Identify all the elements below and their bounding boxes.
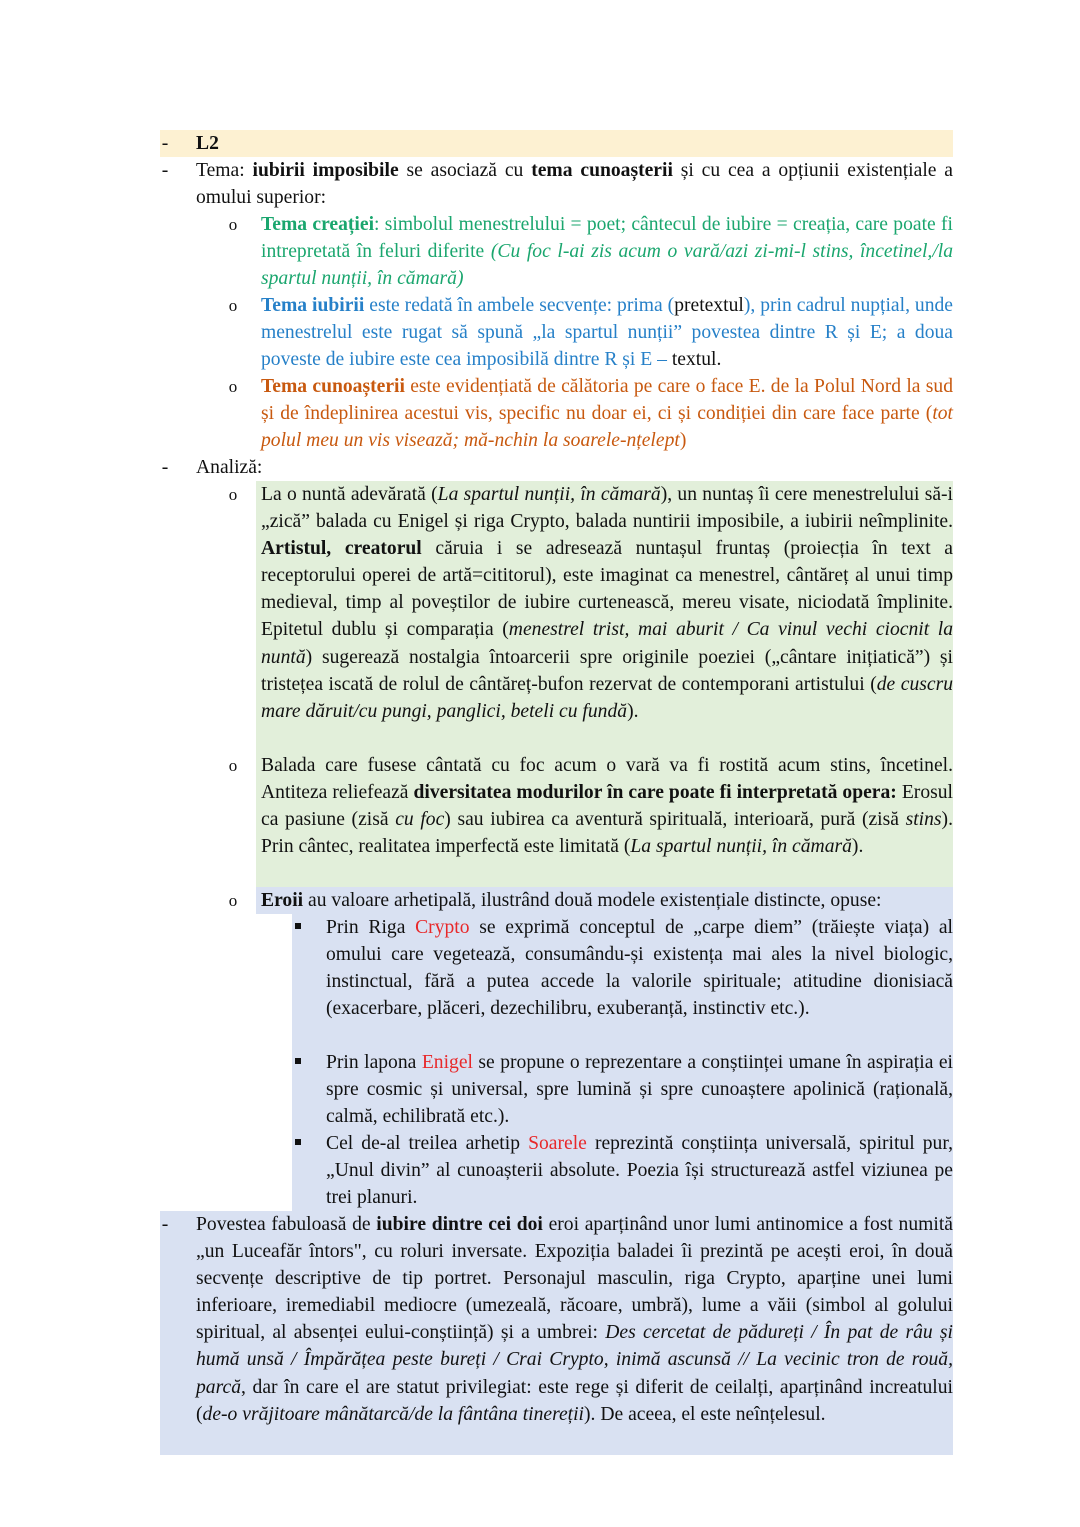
bold-run: tema cunoașterii bbox=[531, 160, 673, 181]
soarele-text bbox=[326, 1130, 953, 1211]
italic-run: La spartul nunții, în cămară bbox=[630, 836, 852, 858]
circle-bullet: o bbox=[228, 485, 238, 504]
italic-run: La spartul nunții, în cămară bbox=[437, 484, 661, 505]
tema-iubirii-item bbox=[160, 292, 953, 373]
text-run: se exprimă conceptul de „carpe diem” (trăiește viața) al omului care vegetează, consumându-și existența mai ales la nivel biologic, instinctual, fără a putea accede la valorile spirituale; atitudine dionisiacă (exacerbare, plăceri, dezechilibru, exuberanță, instinctiv etc.). bbox=[326, 917, 953, 1020]
italic-run: (Cu foc l-ai zis acum o vară/azi zi-mi-l stins, încetinel,/la spartul nunții, în cămară) bbox=[261, 241, 953, 290]
list-dash: - bbox=[161, 133, 169, 154]
tema-creatiei-text bbox=[261, 211, 953, 292]
text-run: este redată în ambele secvențe: prima ( bbox=[364, 295, 675, 316]
text-run: Cel de-al treilea arhetip bbox=[326, 1133, 529, 1154]
balada-text bbox=[261, 752, 953, 860]
heading-text: L2 bbox=[196, 133, 219, 154]
bold-run: Eroii bbox=[261, 890, 304, 911]
povestea-row bbox=[160, 1211, 953, 1455]
italic-run: cu foc bbox=[395, 809, 445, 831]
bold-run: iubire dintre cei doi bbox=[376, 1214, 543, 1235]
text-run: Erosul ca pasiune (zisă bbox=[261, 782, 953, 831]
text-run: La o nuntă adevărată ( bbox=[261, 484, 438, 505]
square-bullet-icon bbox=[295, 1058, 301, 1064]
enigel-text bbox=[326, 1049, 953, 1130]
bold-run: iubirii imposibile bbox=[252, 160, 399, 181]
text-run: Prin lapona bbox=[326, 1052, 422, 1073]
highlighted-name: Enigel bbox=[421, 1052, 473, 1073]
circle-bullet: o bbox=[228, 756, 238, 775]
list-dash: - bbox=[161, 160, 169, 181]
tema-creatiei-item bbox=[160, 211, 953, 292]
tema-row bbox=[160, 157, 953, 211]
text-run: Balada care fusese cântată cu foc acum o vară va fi rostită acum stins, încetinel. Antiteza reliefează bbox=[261, 755, 953, 804]
text-run: ), prin cadrul nupțial, unde menestrelul este rugat să spună „la spartul nunții” povestea dintre R și E; a doua poveste de iubire este cea imposibilă dintre R și E – bbox=[261, 295, 954, 371]
eroii-item bbox=[160, 887, 953, 914]
eroii-text bbox=[261, 887, 953, 914]
highlighted-name: Soarele bbox=[528, 1133, 587, 1154]
l2-heading-row bbox=[160, 130, 953, 157]
italic-run: de-o vrăjitoare mânătarcă/de la fântâna tinereții bbox=[202, 1403, 585, 1425]
crypto-subitem bbox=[160, 914, 953, 1049]
analiza-label: Analiză: bbox=[196, 457, 263, 478]
nunta-item bbox=[160, 481, 953, 752]
bold-run: Tema iubirii bbox=[261, 295, 365, 316]
text-run: eroi aparținând unor lumi antinomice a fost numită „un Luceafăr întors", cu roluri inversate. Expoziția baladei îi prezintă pe acești eroi, în două secvențe descriptive de tip portret. Personajul masculin, riga Crypto, aparține unei lumi inferioare, iremediabil mediocre (umezeală, răcoare, umbră), lume a văii (simbol al golului spiritual, al absenței eului-conștiință) și a umbrei: bbox=[196, 1214, 953, 1344]
text-run: , dar în care el are statut privilegiat: este rege și diferit de ceilalți, aparținând increatului ( bbox=[196, 1376, 953, 1425]
text-run: ). Prin cântec, realitatea imperfectă este limitată ( bbox=[261, 809, 953, 858]
text-run: ) sau iubirea ca aventură spirituală, interioară, pură (zisă bbox=[444, 809, 906, 831]
circle-bullet: o bbox=[228, 215, 238, 234]
text-run: pretextul bbox=[674, 295, 744, 316]
tema-iubirii-text bbox=[261, 292, 953, 373]
text-run: ). bbox=[851, 836, 864, 858]
italic-run: Des cercetat de pădureți / În pat de râu și humă unsă / Împărățea peste bureți / Crai Crypto, inimă ascunsă // La vecinic tron de rouă, parcă bbox=[196, 1322, 953, 1398]
text-run: se propune o reprezentare a conștiinței umane în aspirația ei spre cosmic și universal, spre lumină și spre cunoaștere apolinică (rațională, calmă, echilibrată etc.). bbox=[326, 1052, 953, 1128]
bold-run: Tema cunoașterii bbox=[261, 376, 405, 397]
text-run: ). bbox=[627, 700, 639, 722]
bold-run: Artistul, creatorul bbox=[261, 538, 422, 560]
square-bullet-icon bbox=[295, 923, 301, 929]
italic-run: stins bbox=[905, 809, 942, 831]
italic-run: menestrel trist, mai aburit / Ca vinul vechi ciocnit la nuntă bbox=[261, 619, 954, 668]
bold-run: diversitatea modurilor în care poate fi interpretată opera: bbox=[413, 782, 897, 804]
text-run: textul. bbox=[671, 349, 722, 371]
list-dash: - bbox=[161, 1214, 169, 1235]
text-run: Prin Riga bbox=[326, 917, 416, 938]
text-run: au valoare arhetipală, ilustrând două modele existențiale distincte, opuse: bbox=[303, 890, 882, 911]
tema-cunoasterii-item bbox=[160, 373, 953, 454]
enigel-subitem bbox=[160, 1049, 953, 1130]
highlighted-name: Crypto bbox=[415, 917, 470, 938]
square-bullet-icon bbox=[295, 1139, 301, 1145]
tema-paragraph bbox=[196, 157, 953, 211]
bold-run: Tema creației bbox=[261, 214, 375, 235]
text-run: se asociază cu bbox=[398, 160, 532, 181]
italic-run: tot polul meu un vis visează; mă-nchin la soarele-nțelept bbox=[261, 403, 953, 452]
text-run: Tema: bbox=[196, 160, 253, 181]
tema-cunoasterii-text bbox=[261, 373, 953, 454]
text-run: : simbolul menestrelului = poet; cântecul de iubire = creația, care poate fi intrepretată în feluri diferite bbox=[261, 214, 953, 263]
nunta-text bbox=[261, 481, 953, 725]
analiza-row bbox=[160, 454, 953, 481]
italic-run: de cuscru mare dăruit/cu pungi, panglici, beteli cu fundă bbox=[261, 673, 953, 722]
text-run: ). De aceea, el este neînțelesul. bbox=[584, 1403, 826, 1425]
circle-bullet: o bbox=[228, 891, 238, 910]
text-run: reprezintă conștiința universală, spiritul pur, „Unul divin” al cunoașterii absolute. Poezia își structurează astfel viziunea pe trei planuri. bbox=[326, 1133, 953, 1209]
list-dash: - bbox=[161, 457, 169, 478]
circle-bullet: o bbox=[228, 296, 238, 315]
text-run: ), un nuntaș îi cere menestrelului să-i „zică” balada cu Enigel și riga Crypto, balada nuntirii imposibile, a iubirii neîmplinite. bbox=[261, 484, 953, 533]
text-run: ) bbox=[679, 430, 687, 452]
crypto-text bbox=[326, 914, 953, 1022]
circle-bullet: o bbox=[228, 377, 238, 396]
text-run: și cu cea a opțiunii existențiale a omului superior: bbox=[196, 160, 953, 209]
balada-item bbox=[160, 752, 953, 887]
text-run: Povestea fabuloasă de bbox=[196, 1214, 377, 1235]
soarele-subitem bbox=[160, 1130, 953, 1211]
l2-heading bbox=[196, 130, 953, 157]
text-run: ) sugerează nostalgia întoarcerii spre originile poeziei („cântare inițiatică”) și tristețea iscată de rolul de cântăreț-bufon rezervat de contemporani artistului ( bbox=[261, 646, 953, 695]
povestea-paragraph bbox=[196, 1211, 953, 1428]
text-run: căruia i se adresează nuntașul fruntaș (proiecția în text a receptorului operei de artă=cititorul), este imaginat ca menestrel, cântăreț al unui timp medieval, timp al poveștilor de iubire curtenească, mereu visate, niciodată împlinite. Epitetul dublu și comparația ( bbox=[261, 538, 953, 641]
text-run: este evidențiată de călătoria pe care o face E. de la Polul Nord la sud și de îndeplinirea acestui vis, specific nu doar ei, ci și condiției din care face parte ( bbox=[261, 376, 953, 425]
